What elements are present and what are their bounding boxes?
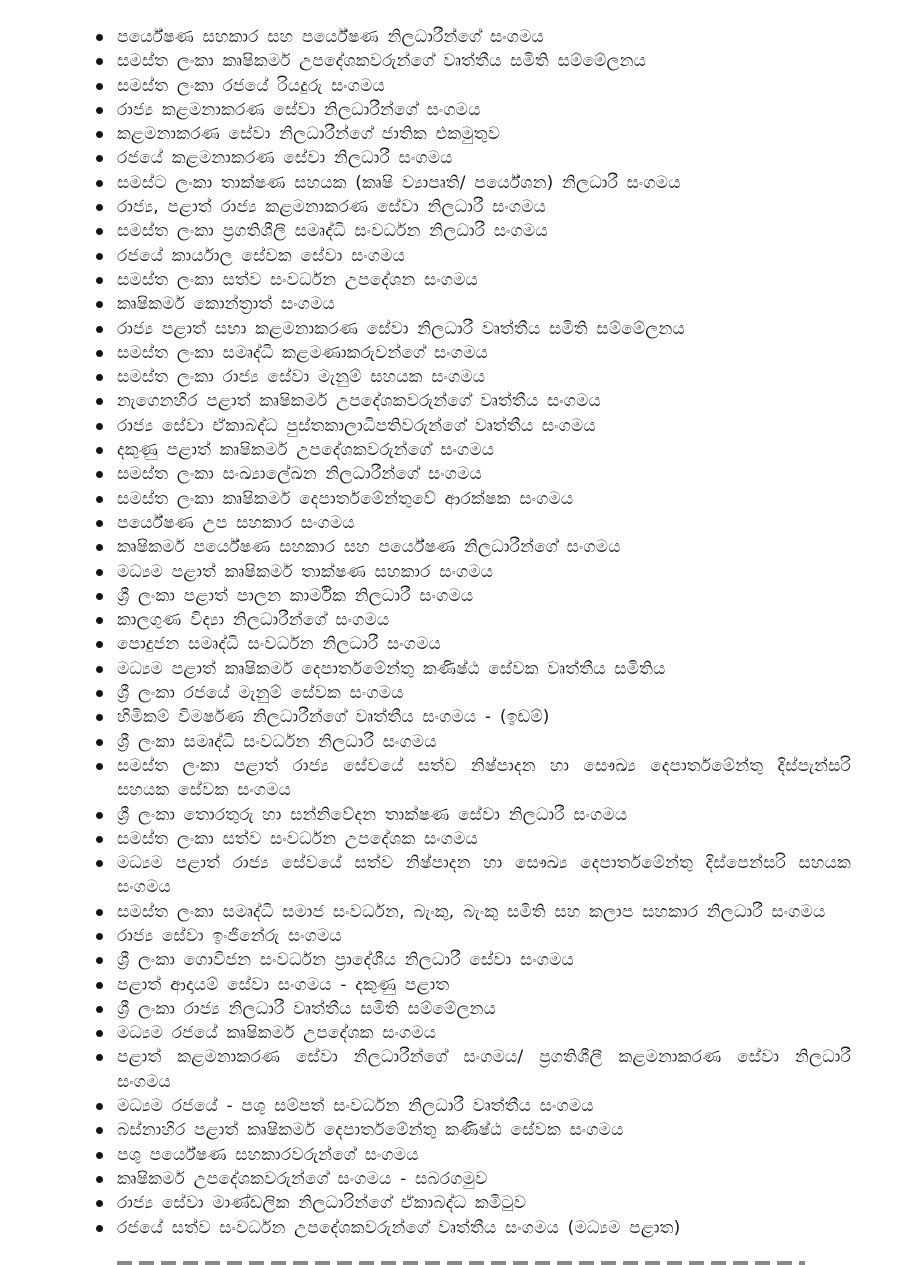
list-item	[117, 122, 851, 146]
bullet-icon	[96, 496, 103, 503]
bullet-icon	[96, 666, 103, 673]
bullet-icon	[96, 1127, 103, 1134]
list-item-text: කෘෂිකර්ම කොන්ත්‍රාත් සංගමය	[117, 294, 335, 315]
bullet-icon	[96, 1176, 103, 1183]
list-item-text: රජයේ කළමනාකරණ සේවා නිලධාරී සංගමය	[117, 148, 453, 169]
list-item-text: දකුණු පළාත් කෘෂිකර්ම උපදේශකවරුන්ගේ සංගමය	[117, 440, 495, 461]
bullet-icon	[96, 714, 103, 721]
list-item-text: පළාත් කළමනාකරණ සේවා නිලධාරීන්ගේ සංගමය/ ප්‍රගතිශීලී කළමනාකරණ සේවා නිලධාරී සංගමය	[117, 1047, 851, 1092]
bullet-icon	[96, 228, 103, 235]
list-item-text: පශු පර්යේෂණ සහකාරවරුන්ගේ සංගමය	[117, 1144, 419, 1165]
list-item	[117, 1216, 851, 1240]
list-item-text: සමස්ත ලංකා ප්‍රගතිශීලී සමෘද්ධි සංවර්ධන නිලධාරී සංගමය	[117, 221, 548, 242]
list-item-text: රාජ්‍ය කළමනාකරණ සේවා නිලධාරීන්ගේ සංගමය	[117, 99, 481, 120]
list-item-text: රාජ්‍ය සේවා ඉංජිනේරු සංගමය	[117, 925, 342, 946]
bullet-icon	[96, 34, 103, 41]
list-item-text: රාජ්‍ය පළාත් සභා කළමනාකරණ සේවා නිලධාරී වෘත්තීය සමිති සම්මේලනය	[117, 318, 685, 339]
bullet-icon	[96, 982, 103, 989]
bullet-icon	[96, 739, 103, 746]
list-item	[117, 584, 851, 608]
list-item	[117, 705, 851, 729]
bullet-icon	[96, 544, 103, 551]
list-item	[117, 341, 851, 365]
list-item	[117, 487, 851, 511]
list-item	[117, 681, 851, 705]
bullet-icon	[96, 933, 103, 940]
list-item-text: කෘෂිකර්ම පර්යේෂණ සහකාර සහ පර්යේෂණ නිලධාරීන්ගේ සංගමය	[117, 537, 621, 558]
list-item-text: පළාත් ආදායම් සේවා සංගමය - දකුණු පළාත	[117, 974, 450, 995]
list-item	[117, 657, 851, 681]
bullet-icon	[96, 617, 103, 624]
list-item-text: රාජ්‍ය, පළාත් රාජ්‍ය කළමනාකරණ සේවා නිලධාරී සංගමය	[117, 197, 547, 218]
bullet-icon	[96, 1152, 103, 1159]
bullet-icon	[96, 204, 103, 211]
bullet-icon	[96, 350, 103, 357]
list-item	[117, 1045, 851, 1094]
list-item-text: සමස්ට ලංකා තාක්ෂණ සහයක (කෘෂි ව්‍යාපෘති/ පර්යේශන) නිලධාරී සංගමය	[117, 172, 681, 193]
list-item	[117, 803, 851, 827]
list-item	[117, 74, 851, 98]
list-item-text: සමස්ත ලංකා කෘෂිකර්ම උපදේශකවරුන්ගේ වෘත්තීය සමිති සම්මේලනය	[117, 51, 647, 72]
bullet-icon	[96, 812, 103, 819]
list-item	[117, 511, 851, 535]
bullet-icon	[96, 763, 103, 770]
bullet-icon	[96, 836, 103, 843]
list-item-text: සමස්ත ලංකා සත්ව සංවර්ධන උපදේශක සංගමය	[117, 828, 478, 849]
list-item-text: කාලගුණ විද්‍යා නිලධාරීන්ගේ සංගමය	[117, 610, 390, 631]
list-item-text: සමස්ත ලංකා කෘෂිකර්ම දෙපාර්තමේන්තුවේ ආරක්ෂක සංගමය	[117, 488, 574, 509]
list-item-text: සමස්ත ලංකා රජයේ රියදුරු සංගමය	[117, 75, 385, 96]
list-item	[117, 1021, 851, 1045]
list-item-text: රජයේ සත්ව සංවර්ධන උපදේශකවරුන්ගේ වෘත්තීය සංගමය (මධ්‍යම පළාත)	[117, 1217, 681, 1238]
list-item-text: ශ්‍රී ලංකා පළාත් පාලන කාර්මික නිලධාරී සංගමය	[117, 585, 474, 606]
list-item	[117, 317, 851, 341]
list-item	[117, 438, 851, 462]
union-bullet-list	[0, 25, 905, 1240]
list-item	[117, 98, 851, 122]
list-item-text: සමස්ත ලංකා සත්ව සංවර්ධන උපදේශන සංගමය	[117, 269, 478, 290]
list-item-text: රජයේ කාර්යාල සේවක සේවා සංගමය	[117, 245, 406, 266]
list-item-text: කෘෂිකර්ම උපදේශකවරුන්ගේ සංගමය - සබරගමුව	[117, 1168, 488, 1189]
list-item	[117, 973, 851, 997]
clipped-next-line-fragment	[117, 1261, 805, 1265]
bullet-icon	[96, 1006, 103, 1013]
list-item-text: රාජ්‍ය සේවා මාණ්ඩලික නිලධාරින්ගේ ඒකාබද්ධ කමිටුව	[117, 1193, 527, 1214]
list-item-text: ශ්‍රී ලංකා සමෘද්ධි සංවර්ධන නිලධාරී සංගමය	[117, 731, 437, 752]
list-item-text: ශ්‍රී ලංකා රාජ්‍ය නිලධාරී වෘත්තීය සමිති සම්මේලනය	[117, 998, 497, 1019]
list-item	[117, 414, 851, 438]
bullet-icon	[96, 471, 103, 478]
list-item	[117, 924, 851, 948]
list-item	[117, 754, 851, 803]
list-item-text: රාජ්‍ය සේවා ඒකාබද්ධ පුස්තකාලාධිපතිවරුන්ගේ වෘත්තීය සංගමය	[117, 415, 596, 436]
bullet-icon	[96, 860, 103, 867]
list-item-text: සමස්ත ලංකා රාජ්‍ය සේවා මැනුම් සහයක සංගමය	[117, 367, 486, 388]
bullet-icon	[96, 957, 103, 964]
list-item	[117, 997, 851, 1021]
list-item	[117, 1167, 851, 1191]
list-item-text: මධ්‍යම පළාත් කෘෂිකර්ම දෙපාර්තමේන්තු කණිෂ්ඨ සේවක වෘත්තීය සමිතිය	[117, 658, 666, 679]
list-item	[117, 730, 851, 754]
bullet-icon	[96, 277, 103, 284]
bullet-icon	[96, 1103, 103, 1110]
list-item	[117, 632, 851, 656]
bullet-icon	[96, 58, 103, 65]
bullet-icon	[96, 155, 103, 162]
list-item-text: නැගෙනහිර පළාත් කෘෂිකර්ම උපදේශකවරුන්ගේ වෘත්තීය සංගමය	[117, 391, 601, 412]
list-item	[117, 851, 851, 900]
bullet-icon	[96, 180, 103, 187]
bullet-icon	[96, 593, 103, 600]
bullet-icon	[96, 569, 103, 576]
list-item	[117, 560, 851, 584]
list-item	[117, 827, 851, 851]
list-item-text: ශ්‍රී ලංකා ගොවිජන සංවර්ධන ප්‍රාදේශීය නිලධාරී සේවා සංගමය	[117, 950, 574, 971]
list-item	[117, 292, 851, 316]
list-item	[117, 462, 851, 486]
list-item	[117, 365, 851, 389]
bullet-icon	[96, 520, 103, 527]
list-item	[117, 219, 851, 243]
bullet-icon	[96, 131, 103, 138]
list-item-text: හිමිකම් විමර්ෂණ නිලධාරීන්ගේ වෘත්තීය සංගමය - (ඉඩම්)	[117, 707, 550, 728]
list-item-text: සමස්ත ලංකා සංඛ්‍යාලේඛන නිලධාරීන්ගේ සංගමය	[117, 464, 482, 485]
list-item	[117, 171, 851, 195]
bullet-icon	[96, 83, 103, 90]
bullet-icon	[96, 398, 103, 405]
bullet-icon	[96, 107, 103, 114]
list-item	[117, 389, 851, 413]
list-item	[117, 608, 851, 632]
bullet-icon	[96, 1054, 103, 1061]
bullet-icon	[96, 641, 103, 648]
list-item	[117, 195, 851, 219]
bullet-icon	[96, 1030, 103, 1037]
bullet-icon	[96, 1200, 103, 1207]
list-item-text: පොදුජන සමෘද්ධි සංවර්ධන නිලධාරී සංගමය	[117, 634, 441, 655]
list-item-text: සමස්ත ලංකා සමෘද්ධි කළමණාකරුවන්ගේ සංගමය	[117, 342, 488, 363]
list-item-text: සමස්ත ලංකා පළාත් රාජ්‍ය සේවයේ සත්ව නිෂ්පාදන හා සෞඛ්‍ය දෙපාර්තමේන්තු දිස්පැන්සරි සහයක සේවක සංගමය	[117, 755, 851, 801]
bullet-icon	[96, 374, 103, 381]
list-item-text: මධ්‍යම පළාත් කෘෂිකර්ම තාක්ෂණ සහකාර සංගමය	[117, 561, 494, 582]
list-item	[117, 25, 851, 49]
bullet-icon	[96, 253, 103, 260]
list-item	[117, 1118, 851, 1142]
bullet-icon	[96, 447, 103, 454]
list-item	[117, 268, 851, 292]
list-item-text: කළමනාකරණ සේවා නිලධාරීන්ගේ ජාතික එකමුතුව	[117, 124, 501, 145]
list-item-text: ශ්‍රී ලංකා තොරතුරු හා සන්නිවේදන තාක්ෂණ සේවා නිලධාරී සංගමය	[117, 804, 628, 825]
list-item	[117, 1143, 851, 1167]
list-item	[117, 535, 851, 559]
bullet-icon	[96, 326, 103, 333]
list-item-text: සමස්ත ලංකා සමෘද්ධි සමාජ සංවර්ධන, බැංකු, බැංකු සමිති සහ කලාප සහකාර නිලධාරී සංගමය	[117, 901, 826, 922]
list-item-text: පර්යේෂණ උප සහකාර සංගමය	[117, 512, 355, 533]
bullet-icon	[96, 423, 103, 430]
bullet-icon	[96, 690, 103, 697]
list-item	[117, 948, 851, 972]
list-item	[117, 244, 851, 268]
bullet-icon	[96, 909, 103, 916]
list-item-text: ශ්‍රී ලංකා රජයේ මැනුම් සේවක සංගමය	[117, 683, 404, 704]
list-item-text: පර්යේෂණ සහකාර සහ පර්යේෂණ නිලධාරීන්ගේ සංගමය	[117, 27, 544, 47]
list-item	[117, 1094, 851, 1118]
list-item-text: බස්නාහිර පළාත් කෘෂිකර්ම දෙපාර්තමේන්තු කණිෂ්ඨ සේවක සංගමය	[117, 1120, 624, 1141]
list-item	[117, 49, 851, 73]
list-item	[117, 900, 851, 924]
list-item-text: මධ්‍යම රජයේ - පශු සම්පත් සංවර්ධන නිලධාරී වෘත්තීය සංගමය	[117, 1096, 594, 1117]
bullet-icon	[96, 1225, 103, 1232]
list-item	[117, 146, 851, 170]
list-item-text: මධ්‍යම රජයේ කෘෂිකර්ම උපදේශක සංගමය	[117, 1023, 437, 1044]
list-item-text: මධ්‍යම පළාත් රාජ්‍ය සේවයේ සත්ව නිෂ්පාදන හා සෞඛ්‍ය දෙපාර්තමේන්තු දිස්පෙන්සරි සහයක සංගමය	[117, 853, 851, 898]
bullet-icon	[96, 301, 103, 308]
list-item	[117, 1191, 851, 1215]
